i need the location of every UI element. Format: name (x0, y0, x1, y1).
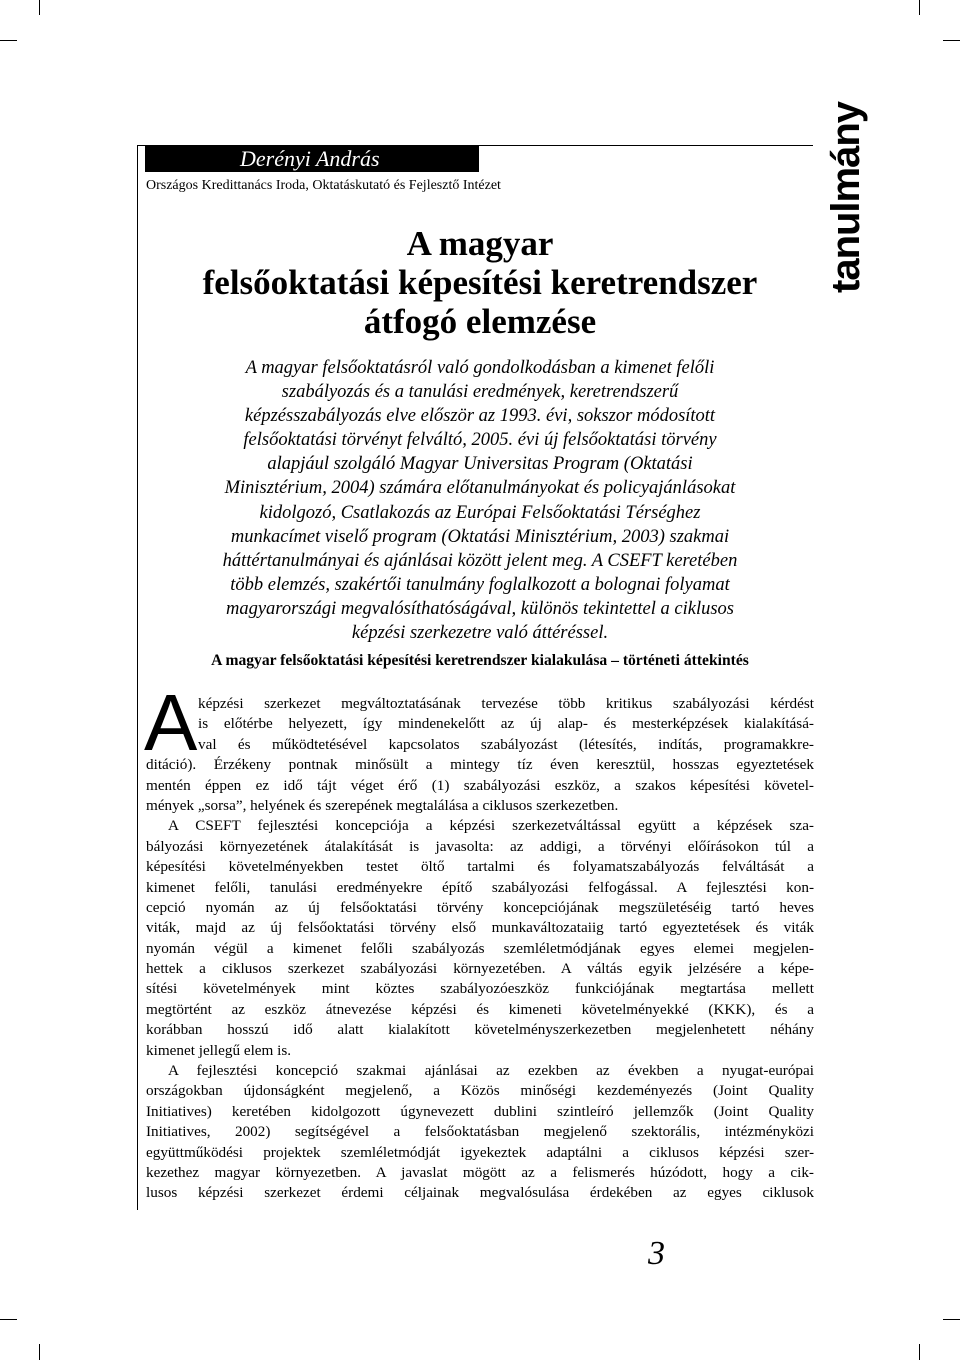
margin-rule (137, 145, 138, 1210)
body-line: bályozási környezetének átalakítását is javasolta: az addigi, a törvényi előírásokon túl a (146, 837, 814, 855)
title-line: A magyar (406, 224, 554, 263)
body-line: megtörtént az eszköz átnevezése képzési és kimeneti követelményekké (KKK), és a (146, 1000, 814, 1018)
body-line: hettek a ciklusos szerkezet szabályozási környezetében. A váltás egyik jelzésére a képe- (146, 960, 814, 978)
body-line: képesítési követelményekben testet öltő tartalmi és folyamatszabályozás felváltását a (146, 858, 814, 876)
body-line: ditáció). Érzékeny pontnak minősült a mintegy tíz éven keresztül, hosszas egyeztetések (146, 756, 814, 774)
crop-mark (0, 1319, 17, 1320)
author-affiliation: Országos Kredittanács Iroda, Oktatáskutató és Fejlesztő Intézet (146, 178, 501, 193)
body-line: A CSEFT fejlesztési koncepciója a képzési szerkezetváltással együtt a képzések sza- (168, 817, 814, 835)
body-line: lusos képzési szerkezet érdemi céljainak megvalósulása érdekében az egyes ciklusok (146, 1184, 814, 1202)
abstract-line: képzésszabályozás elve először az 1993. évi, sokszor módosított (244, 406, 716, 427)
body-line: országokban újdonságként megjelenő, a Közös minőségi kezdeményezés (Joint Quality (146, 1082, 814, 1100)
author-name: Derényi András (145, 146, 479, 172)
body-line: együttműködési projektek szemléletmódját igyekeztek adaptálni a ciklusos képzési szer- (146, 1143, 814, 1161)
body-line: Initiatives) keretében kidolgozott úgynevezett dublini szintleíró jellemzők (Joint Quality (146, 1102, 814, 1120)
body-line: képzési szerkezet megváltoztatásának tervezése több kritikus szabályozási kérdést (198, 695, 814, 712)
body-line: kezethez magyar környezetben. A javaslat mögött az a felismerés húzódott, hogy a cik- (146, 1163, 814, 1181)
abstract-line: szabályozás és a tanulási eredmények, keretrendszerű (281, 382, 679, 403)
body-line: mentén éppen ez idő tájt véget érő (1) szabályozási eszköz, a szakos képesítési követel- (146, 776, 814, 794)
title-line: átfogó elemzése (363, 302, 597, 341)
abstract-line: munkacímet viselő program (Oktatási Minisztérium, 2003) szakmai (230, 526, 730, 547)
crop-mark (943, 40, 960, 41)
body-line: cepció nyomán az új felsőoktatási törvény koncepciójának megszületéséig tartó heves (146, 898, 814, 916)
body-line: viták, majd az új felsőoktatási törvény első munkaváltozataiig tartó egyeztetések és viták (146, 919, 814, 937)
article-abstract (146, 356, 814, 645)
body-line: A fejlesztési koncepció szakmai ajánlásai az ezekben az években a nyugat-európai (168, 1062, 814, 1080)
abstract-line: felsőoktatási törvényt felváltó, 2005. évi új felsőoktatási törvény (243, 430, 717, 451)
crop-mark (39, 0, 40, 15)
abstract-line: háttértanulmányai és ajánlásai között jelent meg. A CSEFT keretében (222, 550, 738, 571)
abstract-line: magyarországi megvalósíthatóságával, különös tekintettel a ciklusos (225, 598, 734, 619)
abstract-line: alapjául szolgáló Magyar Universitas Program (Oktatási (267, 454, 693, 475)
crop-mark (919, 1344, 920, 1360)
body-line: is előtérbe helyezett, így mindenekelőtt az új alap- és mesterképzések kialakításá- (198, 715, 814, 733)
body-text (146, 694, 814, 1204)
body-line: mények „sorsa”, helyének és szerepének megtalálása a ciklusos szerkezetben. (146, 796, 619, 814)
article-title (146, 224, 814, 341)
page-number: 3 (648, 1235, 665, 1272)
body-line: kimenet jellegű elem is. (146, 1041, 292, 1059)
abstract-line: A magyar felsőoktatásról való gondolkodásban a kimenet felőli (245, 358, 715, 378)
abstract-line: Minisztérium, 2004) számára előtanulmányokat és policyajánlásokat (224, 478, 736, 499)
body-line: kimenet felőli, tanulási eredményekre építő szabályozási felfogással. A fejlesztési kon- (146, 878, 814, 896)
crop-mark (39, 1344, 40, 1360)
abstract-line: több elemzés, szakértői tanulmány foglalkozott a bolognai folyamat (230, 574, 730, 595)
crop-mark (919, 0, 920, 15)
body-line: sítési követelmények mint köztes szabályozóeszköz funkciójának megtartása mellett (146, 980, 814, 998)
body-line: val és működtetésével kapcsolatos szabályozást (létesítés, indítás, programakkre- (198, 735, 814, 753)
body-line: Initiatives, 2002) segítségével a felsőoktatásban megjelenő szektorális, intézményközi (146, 1123, 814, 1141)
crop-mark (943, 1319, 960, 1320)
section-heading: A magyar felsőoktatási képesítési keretrendszer kialakulása – történeti áttekintés (211, 652, 749, 669)
section-label-vertical: tanulmány (824, 101, 868, 293)
crop-mark (0, 40, 17, 41)
abstract-line: kidolgozó, Csatlakozás az Európai Felsőoktatási Térséghez (259, 502, 701, 523)
body-line: nyomán végül a kimenet felőli szabályozás szemléletmódjának egyes elemei megjelen- (146, 939, 814, 957)
title-line: felsőoktatási képesítési keretrendszer (202, 263, 758, 302)
abstract-line: képzési szerkezetre való áttéréssel. (351, 623, 609, 644)
drop-cap: A (144, 678, 198, 767)
body-line: korábban hosszú idő alatt kialakított követelményszerkezetben megjelenhetett néhány (146, 1021, 814, 1039)
